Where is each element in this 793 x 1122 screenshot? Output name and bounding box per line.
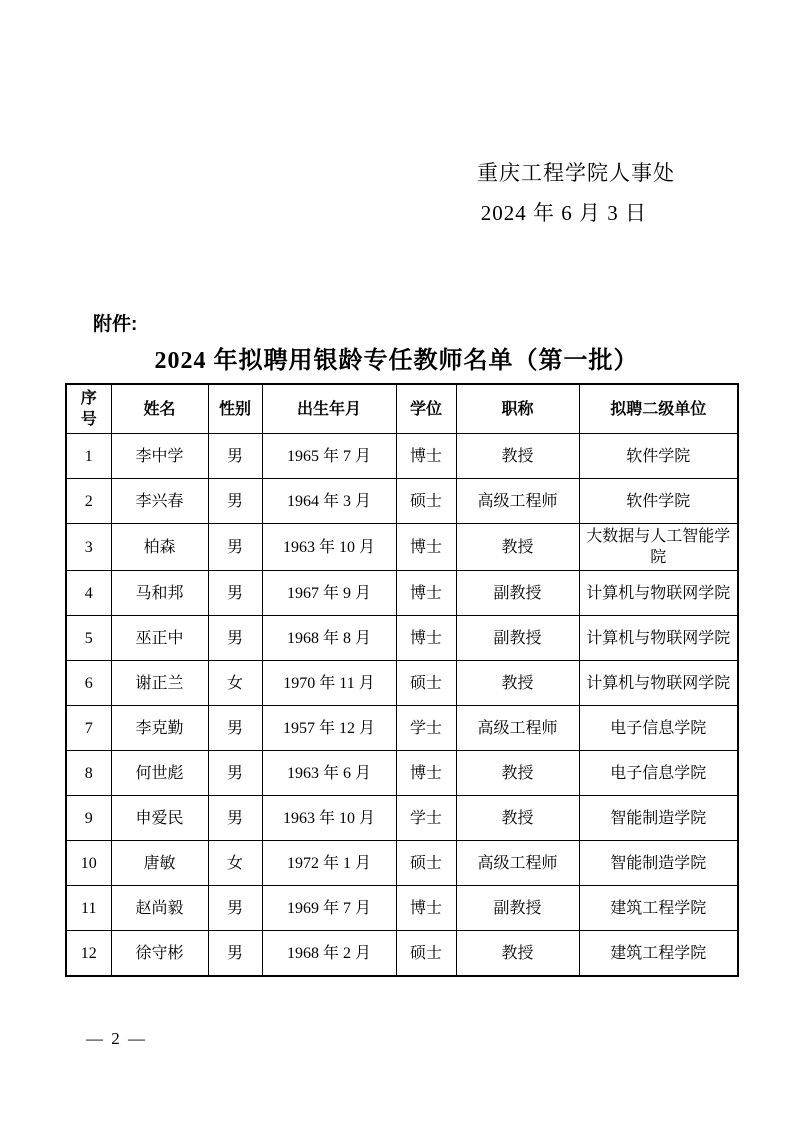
- table-cell: 硕士: [396, 931, 456, 977]
- table-cell: 建筑工程学院: [579, 931, 738, 977]
- table-cell: 硕士: [396, 479, 456, 524]
- column-header-degree: 学位: [396, 384, 456, 434]
- table-cell: 教授: [456, 434, 579, 479]
- table-cell: 男: [208, 524, 262, 571]
- table-cell: 1957 年 12 月: [262, 706, 396, 751]
- table-cell: 1969 年 7 月: [262, 886, 396, 931]
- table-cell: 男: [208, 479, 262, 524]
- table-cell: 教授: [456, 931, 579, 977]
- table-cell: 李克勤: [111, 706, 208, 751]
- table-cell: 软件学院: [579, 479, 738, 524]
- document-title: 2024 年拟聘用银龄专任教师名单（第一批）: [154, 348, 639, 374]
- table-cell: 1: [66, 434, 111, 479]
- table-cell: 男: [208, 706, 262, 751]
- table-cell: 男: [208, 751, 262, 796]
- table-cell: 8: [66, 751, 111, 796]
- table-cell: 硕士: [396, 841, 456, 886]
- table-cell: 副教授: [456, 616, 579, 661]
- table-cell: 男: [208, 931, 262, 977]
- table-cell: 计算机与物联网学院: [579, 661, 738, 706]
- table-cell: 教授: [456, 751, 579, 796]
- table-cell: 1972 年 1 月: [262, 841, 396, 886]
- table-cell: 1965 年 7 月: [262, 434, 396, 479]
- table-cell: 博士: [396, 524, 456, 571]
- column-header-title: 职称: [456, 384, 579, 434]
- table-cell: 谢正兰: [111, 661, 208, 706]
- table-cell: 副教授: [456, 886, 579, 931]
- table-cell: 软件学院: [579, 434, 738, 479]
- table-row: [66, 706, 738, 751]
- table-cell: 计算机与物联网学院: [579, 571, 738, 616]
- table-cell: 计算机与物联网学院: [579, 616, 738, 661]
- table-cell: 博士: [396, 886, 456, 931]
- table-cell: 教授: [456, 796, 579, 841]
- table-cell: 男: [208, 434, 262, 479]
- teacher-roster-table: [65, 383, 739, 977]
- table-row: [66, 661, 738, 706]
- table-cell: 博士: [396, 571, 456, 616]
- table-cell: 智能制造学院: [579, 796, 738, 841]
- table-cell: 高级工程师: [456, 841, 579, 886]
- table-cell: 女: [208, 841, 262, 886]
- table-row: [66, 931, 738, 977]
- table-cell: 1963 年 10 月: [262, 796, 396, 841]
- table-cell: 马和邦: [111, 571, 208, 616]
- table-cell: 唐敏: [111, 841, 208, 886]
- table-row: [66, 886, 738, 931]
- issuer-line: 重庆工程学院人事处: [477, 161, 675, 185]
- table-row: [66, 616, 738, 661]
- column-header-birthdate: 出生年月: [262, 384, 396, 434]
- table-row: [66, 479, 738, 524]
- table-cell: 李兴春: [111, 479, 208, 524]
- table-cell: 女: [208, 661, 262, 706]
- table-cell: 7: [66, 706, 111, 751]
- table-cell: 申爱民: [111, 796, 208, 841]
- table-row: [66, 571, 738, 616]
- table-cell: 智能制造学院: [579, 841, 738, 886]
- attachment-label: 附件:: [93, 314, 138, 335]
- table-cell: 赵尚毅: [111, 886, 208, 931]
- table-cell: 学士: [396, 796, 456, 841]
- table-cell: 徐守彬: [111, 931, 208, 977]
- table-cell: 副教授: [456, 571, 579, 616]
- table-cell: 男: [208, 571, 262, 616]
- table-cell: 高级工程师: [456, 706, 579, 751]
- table-cell: 5: [66, 616, 111, 661]
- table-cell: 1970 年 11 月: [262, 661, 396, 706]
- table-cell: 李中学: [111, 434, 208, 479]
- table-body: [66, 434, 738, 977]
- table-cell: 何世彪: [111, 751, 208, 796]
- table-cell: 高级工程师: [456, 479, 579, 524]
- table-row: [66, 524, 738, 571]
- table-cell: 1963 年 6 月: [262, 751, 396, 796]
- column-header-gender: 性别: [208, 384, 262, 434]
- table-cell: 6: [66, 661, 111, 706]
- table-cell: 男: [208, 886, 262, 931]
- table-cell: 硕士: [396, 661, 456, 706]
- table-cell: 12: [66, 931, 111, 977]
- table-cell: 建筑工程学院: [579, 886, 738, 931]
- table-cell: 4: [66, 571, 111, 616]
- date-line: 2024 年 6 月 3 日: [480, 201, 647, 225]
- table-cell: 男: [208, 616, 262, 661]
- table-row: [66, 841, 738, 886]
- table-cell: 10: [66, 841, 111, 886]
- table-cell: 1963 年 10 月: [262, 524, 396, 571]
- table-cell: 9: [66, 796, 111, 841]
- table-cell: 教授: [456, 661, 579, 706]
- table-row: [66, 751, 738, 796]
- table-cell: 电子信息学院: [579, 751, 738, 796]
- table-cell: 2: [66, 479, 111, 524]
- table-row: [66, 796, 738, 841]
- table-cell: 教授: [456, 524, 579, 571]
- table-cell: 1968 年 8 月: [262, 616, 396, 661]
- table-cell: 博士: [396, 751, 456, 796]
- table-cell: 11: [66, 886, 111, 931]
- table-cell: 1964 年 3 月: [262, 479, 396, 524]
- column-header-seq: 序号: [66, 384, 111, 434]
- column-header-name: 姓名: [111, 384, 208, 434]
- page-number: — 2 —: [86, 1029, 147, 1048]
- column-header-unit: 拟聘二级单位: [579, 384, 738, 434]
- table-cell: 博士: [396, 434, 456, 479]
- table-cell: 柏森: [111, 524, 208, 571]
- table-row: [66, 434, 738, 479]
- table-header-row: [66, 384, 738, 434]
- table-cell: 博士: [396, 616, 456, 661]
- table-cell: 1968 年 2 月: [262, 931, 396, 977]
- table-cell: 男: [208, 796, 262, 841]
- table-cell: 1967 年 9 月: [262, 571, 396, 616]
- table-cell: 学士: [396, 706, 456, 751]
- table-cell: 巫正中: [111, 616, 208, 661]
- table-cell: 大数据与人工智能学院: [579, 524, 738, 571]
- table-cell: 电子信息学院: [579, 706, 738, 751]
- table-cell: 3: [66, 524, 111, 571]
